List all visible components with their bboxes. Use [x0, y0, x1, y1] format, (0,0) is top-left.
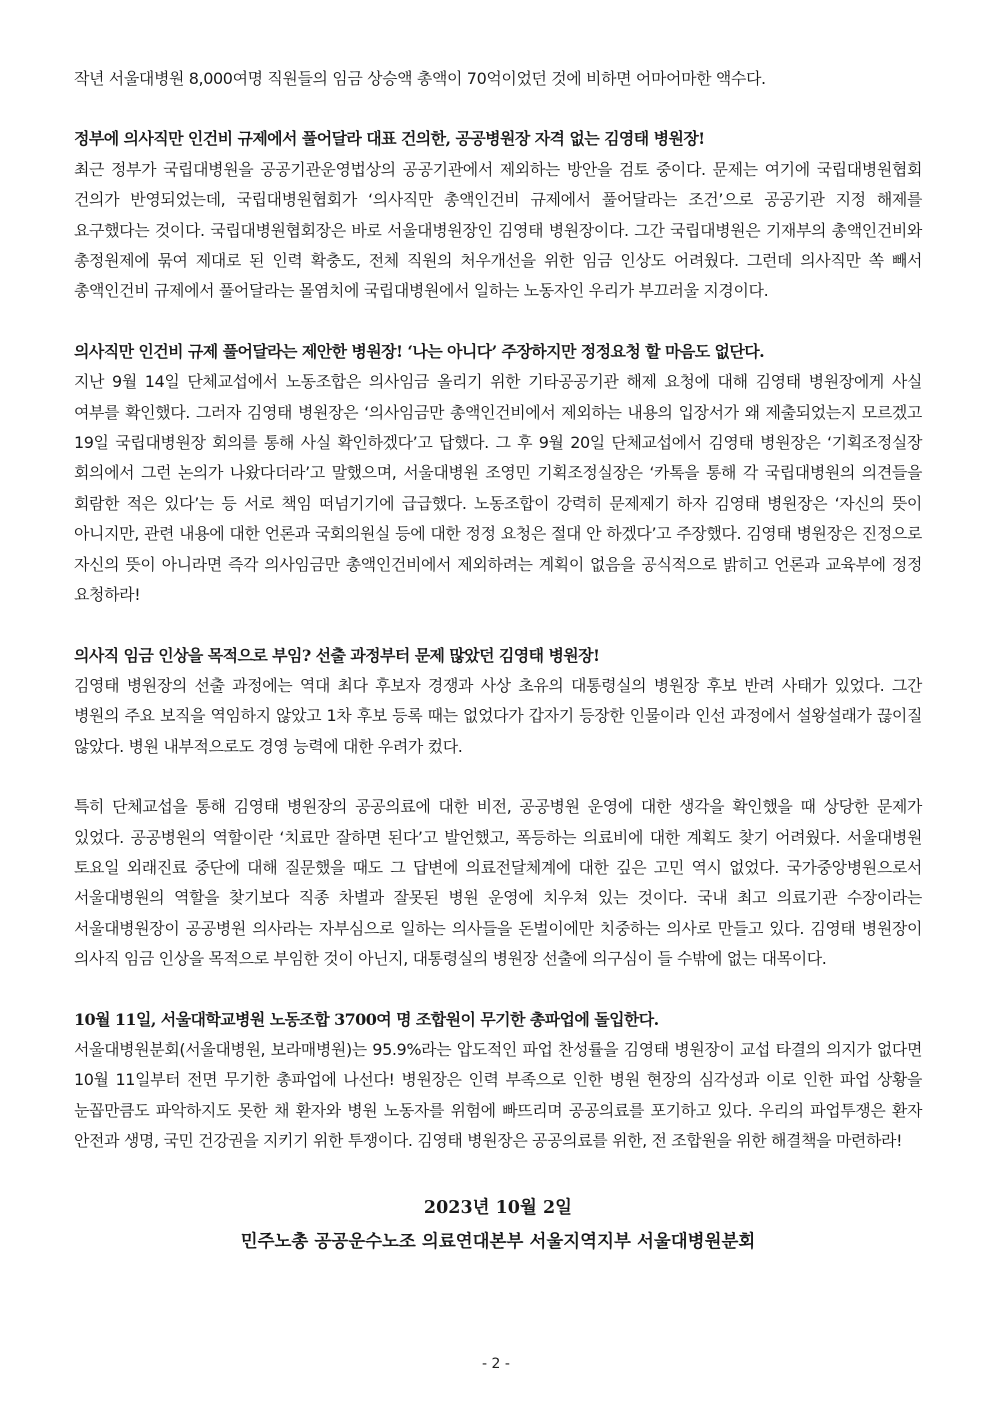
section-2-heading: 의사직만 인건비 규제 풀어달라는 제안한 병원장! ‘나는 아니다’ 주장하지만 정정요청 할 마음도 없단다. [74, 341, 765, 361]
signature-date: 2023년 10월 2일 [423, 1197, 573, 1218]
section-5-body: 서울대병원분회(서울대병원, 보라매병원)는 95.9%라는 압도적인 파업 찬성률을 김영태 병원장이 교섭 타결의 의지가 없다면 10월 11일부터 전면 무기한 총파업에 나선다! 병원장은 인력 부족으로 인한 병원 현장의 심각성과 이로 인한 파업 상황을 눈꼽만큼도 파악하지도 못한 채 환자와 병원 노동자를 위험에 빠뜨리며 공공의료를 포기하고 있다. 우리의 파업투쟁은 환자 안전과 생명, 국민 건강권을 지키기 위한 투쟁이다. 김영태 병원장은 공공의료를 위한, 전 조합원을 위한 해결책을 마련하라! [74, 1039, 922, 1151]
document-page [74, 64, 922, 1259]
section-1-heading: 정부에 의사직만 인건비 규제에서 풀어달라 대표 건의한, 공공병원장 자격 없는 김영태 병원장! [74, 129, 705, 149]
signature-org: 민주노총 공공운수노조 의료연대본부 서울지역지부 서울대병원분회 [240, 1231, 756, 1252]
section-4-body: 특히 단체교섭을 통해 김영태 병원장의 공공의료에 대한 비전, 공공병원 운영에 대한 생각을 확인했을 때 상당한 문제가 있었다. 공공병원의 역할이란 ‘치료만 잘하면 된다’고 발언했고, 폭등하는 의료비에 대한 계획도 찾기 어려웠다. 서울대병원 토요일 외래진료 중단에 대해 질문했을 때도 그 답변에 의료전달체계에 대한 깊은 고민 역시 없었다. 국가중앙병원으로서 서울대병원의 역할을 찾기보다 직종 차별과 잘못된 병원 운영에 치우쳐 있는 것이다. 국내 최고 의료기관 수장이라는 서울대병원장이 공공병원 의사라는 자부심으로 일하는 의사들을 돈벌이에만 치중하는 의사로 만들고 있다. 김영태 병원장이 의사직 임금 인상을 목적으로 부임한 것이 아닌지, 대통령실의 병원장 선출에 의구심이 들 수밖에 없는 대목이다. [74, 797, 922, 969]
section-3-body: 김영태 병원장의 선출 과정에는 역대 최다 후보자 경쟁과 사상 초유의 대통령실의 병원장 후보 반려 사태가 있었다. 그간 병원의 주요 보직을 역임하지 않았고 1차 후보 등록 때는 없었다가 갑자기 등장한 인물이라 인선 과정에서 설왕설래가 끊이질 않았다. 병원 내부적으로도 경영 능력에 대한 우려가 컸다. [74, 675, 922, 756]
section-1-body: 최근 정부가 국립대병원을 공공기관운영법상의 공공기관에서 제외하는 방안을 검토 중이다. 문제는 여기에 국립대병원협회 건의가 반영되었는데, 국립대병원협회가 ‘의사직만 총액인건비 규제에서 풀어달라는 조건’으로 공공기관 지정 해제를 요구했다는 것이다. 국립대병원협회장은 바로 서울대병원장인 김영태 병원장이다. 그간 국립대병원은 기재부의 총액인건비와 총정원제에 묶여 제대로 된 인력 확충도, 전체 직원의 처우개선을 위한 임금 인상도 어려웠다. 그런데 의사직만 쏙 빼서 총액인건비 규제에서 풀어달라는 몰염치에 국립대병원에서 일하는 노동자인 우리가 부끄러울 지경이다. [74, 159, 922, 301]
section-2-body: 지난 9월 14일 단체교섭에서 노동조합은 의사임금 올리기 위한 기타공공기관 해제 요청에 대해 김영태 병원장에게 사실 여부를 확인했다. 그러자 김영태 병원장은 ‘의사임금만 총액인건비에서 제외하는 내용의 입장서가 왜 제출되었는지 모르겠고 19일 국립대병원장 회의를 통해 사실 확인하겠다’고 답했다. 그 후 9월 20일 단체교섭에서 김영태 병원장은 ‘기획조정실장 회의에서 그런 논의가 나왔다더라’고 말했으며, 서울대병원 조영민 기획조정실장은 ‘카톡을 통해 각 국립대병원의 의견들을 회람한 적은 있다’는 등 서로 책임 떠넘기기에 급급했다. 노동조합이 강력히 문제제기 하자 김영태 병원장은 ‘자신의 뜻이 아니지만, 관련 내용에 대한 언론과 국회의원실 등에 대한 정정 요청은 절대 안 하겠다’고 주장했다. 김영태 병원장은 진정으로 자신의 뜻이 아니라면 즉각 의사임금만 총액인건비에서 제외하려는 계획이 없음을 공식적으로 밝히고 언론과 교육부에 정정 요청하라! [74, 372, 922, 605]
section-5-heading: 10월 11일, 서울대학교병원 노동조합 3700여 명 조합원이 무기한 총파업에 돌입한다. [74, 1009, 659, 1029]
section-3-heading: 의사직 임금 인상을 목적으로 부임? 선출 과정부터 문제 많았던 김영태 병원장! [74, 645, 600, 665]
intro-paragraph: 작년 서울대병원 8,000여명 직원들의 임금 상승액 총액이 70억이었던 것에 비하면 어마어마한 액수다. [74, 69, 766, 88]
page-number: - 2 - [482, 1356, 510, 1372]
